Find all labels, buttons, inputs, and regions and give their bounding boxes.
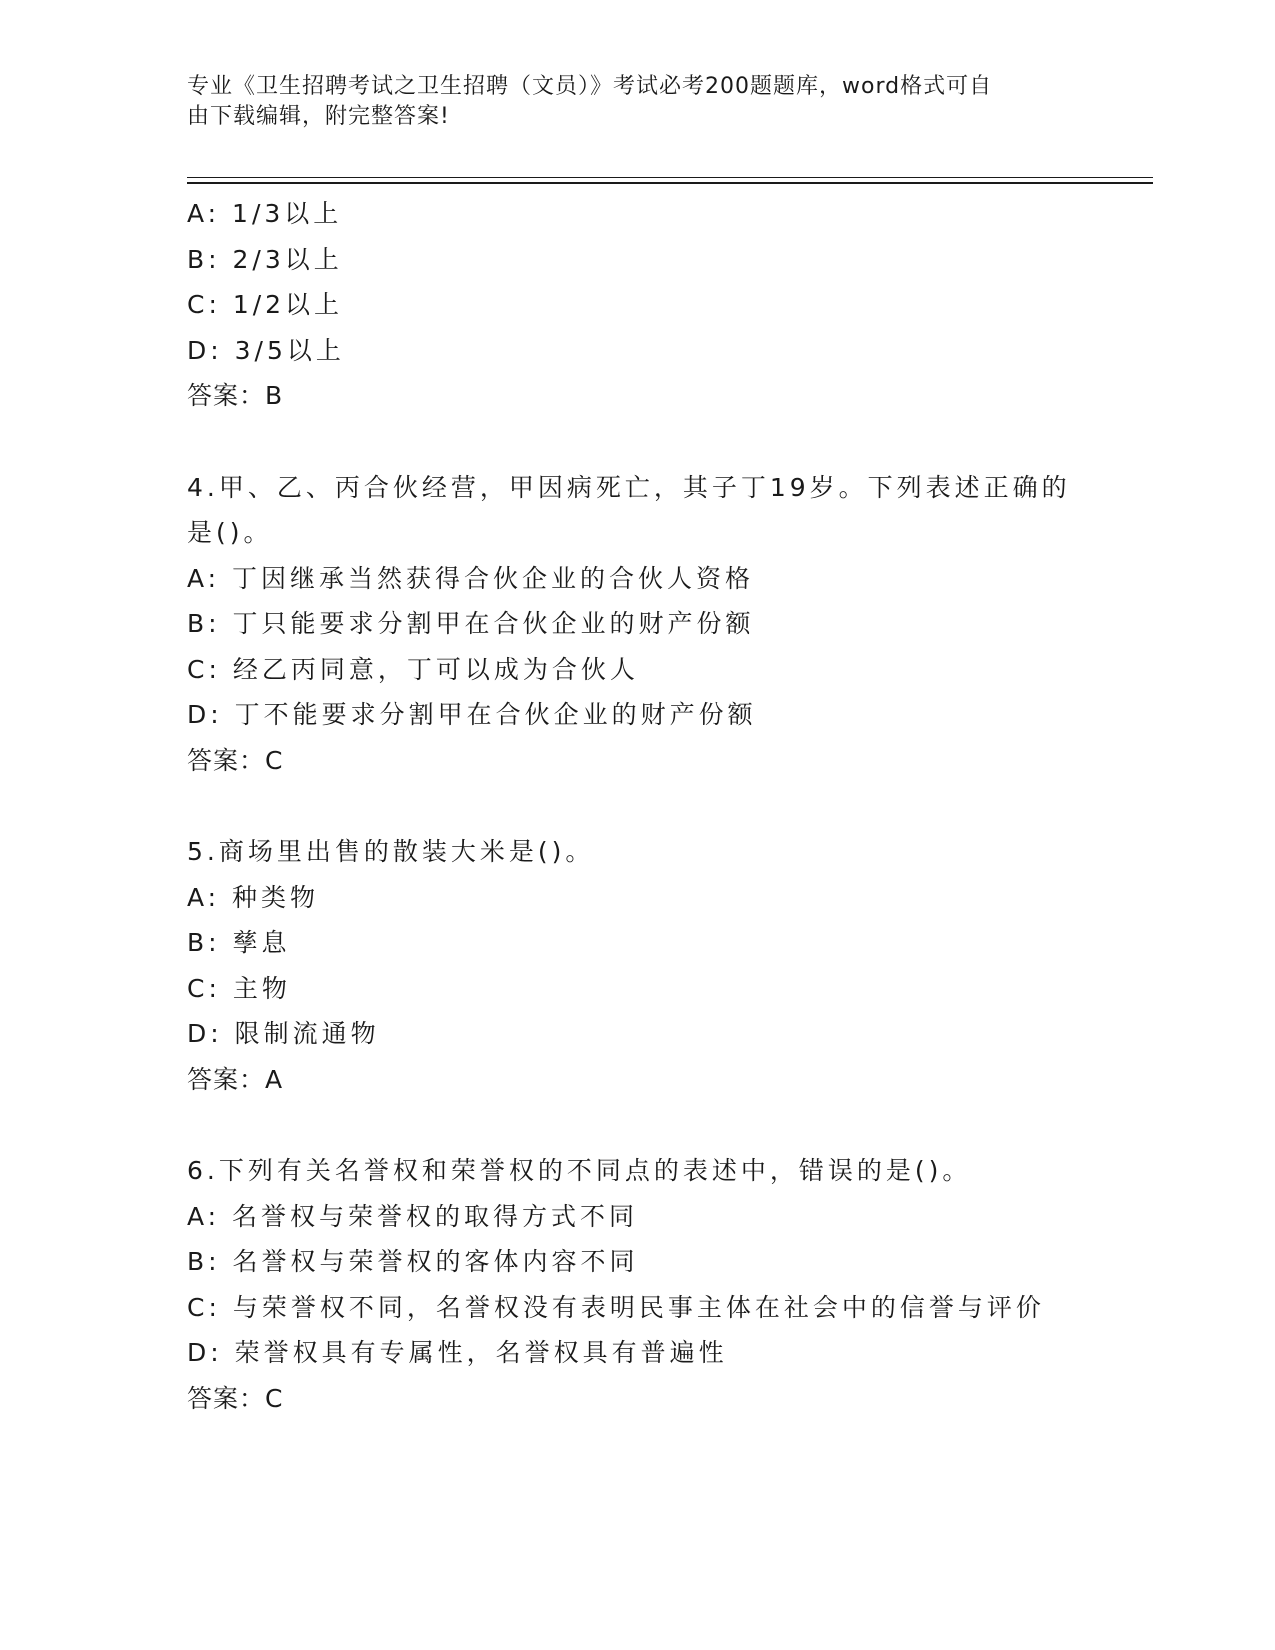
option-d: D: 丁不能要求分割甲在合伙企业的财产份额 xyxy=(187,700,757,729)
option-c: C: 经乙丙同意，丁可以成为合伙人 xyxy=(187,654,639,684)
header-line-2: 由下载编辑，附完整答案! xyxy=(187,104,450,129)
option-b: B: 名誉权与荣誉权的客体内容不同 xyxy=(187,1247,639,1276)
document-header xyxy=(187,72,1067,132)
option-c: C: 1/2以上 xyxy=(187,290,344,319)
question-stem: 4.甲、乙、丙合伙经营，甲因病死亡，其子丁19岁。下列表述正确的 xyxy=(187,472,1071,502)
question-list xyxy=(187,191,1087,1421)
question-6 xyxy=(187,1148,1087,1421)
answer: 答案：C xyxy=(187,745,284,775)
answer: 答案：A xyxy=(187,1064,284,1094)
option-c: C: 与荣誉权不同，名誉权没有表明民事主体在社会中的信誉与评价 xyxy=(187,1292,1045,1322)
question-stem: 5.商场里出售的散装大米是()。 xyxy=(187,837,595,866)
spacer xyxy=(187,419,1087,465)
option-b: B: 丁只能要求分割甲在合伙企业的财产份额 xyxy=(187,609,755,638)
option-a: A: 1/3以上 xyxy=(187,199,343,228)
spacer xyxy=(187,783,1087,829)
option-a: A: 丁因继承当然获得合伙企业的合伙人资格 xyxy=(187,563,755,593)
question-3-continued xyxy=(187,191,1087,419)
option-d: D: 限制流通物 xyxy=(187,1019,380,1048)
option-b: B: 孳息 xyxy=(187,928,291,957)
answer: 答案：B xyxy=(187,381,284,410)
header-divider-thin xyxy=(187,177,1153,178)
question-5 xyxy=(187,829,1087,1102)
question-stem: 6.下列有关名誉权和荣誉权的不同点的表述中，错误的是()。 xyxy=(187,1156,972,1185)
option-d: D: 3/5以上 xyxy=(187,335,345,365)
option-a: A: 名誉权与荣誉权的取得方式不同 xyxy=(187,1201,639,1231)
option-a: A: 种类物 xyxy=(187,882,320,912)
header-line-1: 专业《卫生招聘考试之卫生招聘（文员）》考试必考200题题库，word格式可自 xyxy=(187,74,993,99)
question-4 xyxy=(187,465,1087,784)
spacer xyxy=(187,1102,1087,1148)
header-divider-thick xyxy=(187,182,1153,184)
option-c: C: 主物 xyxy=(187,973,291,1003)
answer: 答案：C xyxy=(187,1383,284,1413)
option-b: B: 2/3以上 xyxy=(187,244,343,274)
option-d: D: 荣誉权具有专属性，名誉权具有普遍性 xyxy=(187,1338,728,1367)
question-stem-continued: 是()。 xyxy=(187,518,273,547)
